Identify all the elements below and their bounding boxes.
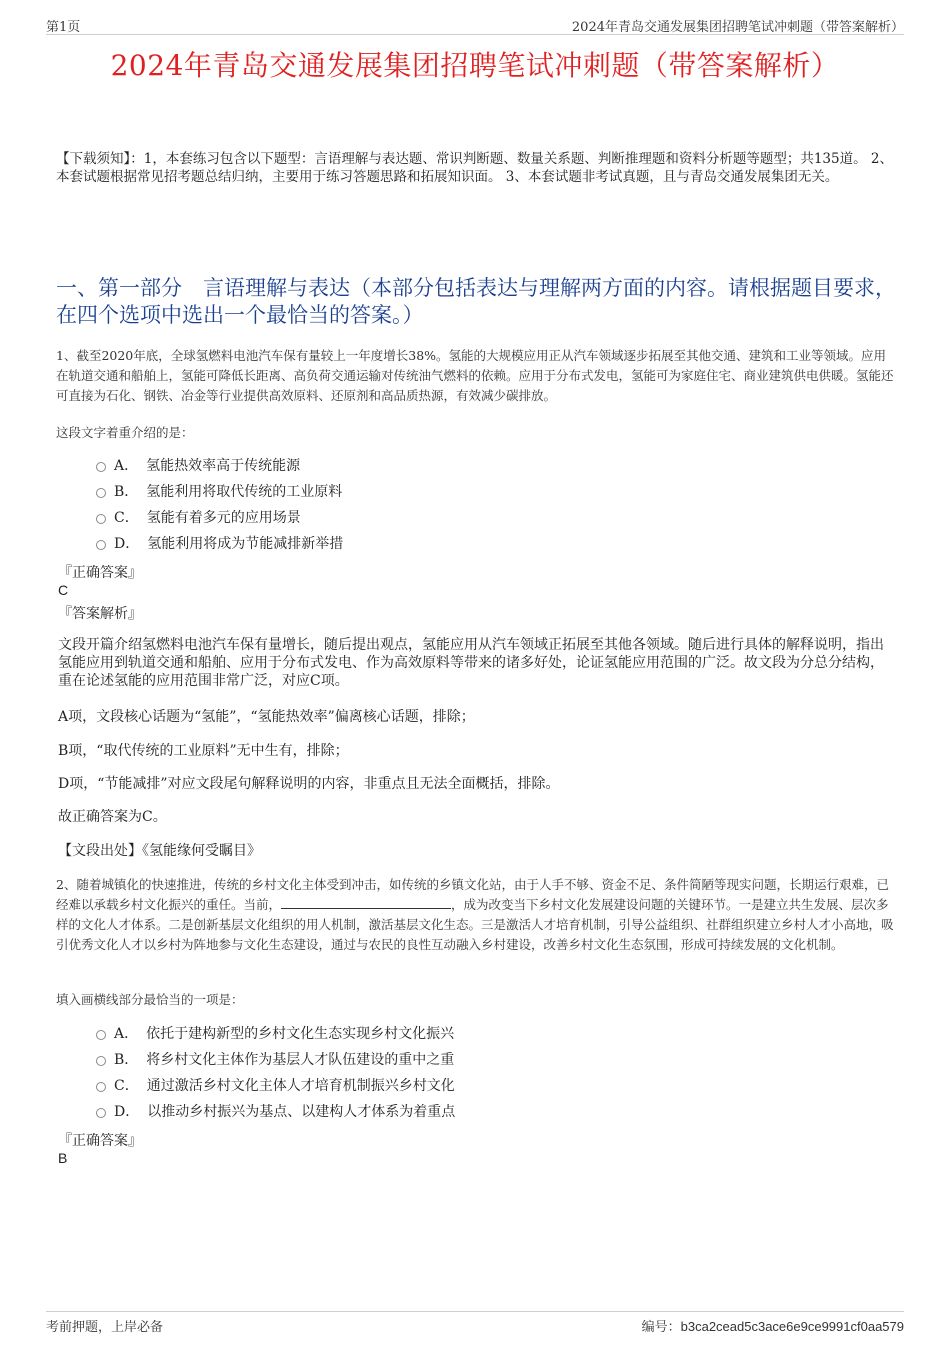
question-1-answer: C xyxy=(58,582,69,598)
question-1-analysis-d: D项，“节能减排”对应文段尾句解释说明的内容，非重点且无法全面概括，排除。 xyxy=(58,776,560,792)
header-doc-title: 2024年青岛交通发展集团招聘笔试冲刺题（带答案解析） xyxy=(571,20,904,35)
question-1-analysis-label: 『答案解析』 xyxy=(58,606,142,622)
question-1-option-b[interactable]: B． 氢能利用将取代传统的工业原料 xyxy=(96,478,796,504)
question-1-analysis-b: B项，“取代传统的工业原料”无中生有，排除； xyxy=(58,743,349,759)
page-footer xyxy=(46,1311,904,1336)
question-1-option-d[interactable]: D． 氢能利用将成为节能减排新举措 xyxy=(96,530,796,556)
question-2-text: 2、随着城镇化的快速推进，传统的乡村文化主体受到冲击，如传统的乡镇文化站，由于人手不够、资金不足、条件简陋等现实问题，长期运行艰难，已经难以承载乡村文化振兴的重任。当前， ，成为改变当下乡村文化发展建设问题的关键环节。一是建立共生发展、层次多样的文化人才体系。二是创新基层文化组织的用人机制，激活基层文化生态。三是激活人才培育机制，引导公益组织、社群组织建立乡村人才小高地，吸引优秀文化人才以乡村为阵地参与文化生态建设，通过与农民的良性互动融入乡村建设，改善乡村文化生态氛围，形成可持续发展的文化机制。 xyxy=(56,877,894,952)
question-1-conclusion: 故正确答案为C。 xyxy=(58,809,167,825)
question-1-answer-label: 『正确答案』 xyxy=(58,565,142,581)
question-1-text: 1、截至2020年底，全球氢燃料电池汽车保有量较上一年度增长38%。氢能的大规模应用正从汽车领域逐步拓展至其他交通、建筑和工业等领域。应用在轨道交通和船舶上，氢能可降低长距离、高负荷交通运输对传统油气燃料的依赖。应用于分布式发电，氢能可为家庭住宅、商业建筑供电供暖。氢能还可直接为石化、钢铁、冶金等行业提供高效原料、还原剂和高品质热源，有效减少碳排放。 xyxy=(56,348,894,403)
question-2-options xyxy=(96,1020,796,1124)
section-heading: 一、第一部分 言语理解与表达（本部分包括表达与理解两方面的内容。请根据题目要求，在四个选项中选出一个最恰当的答案。） xyxy=(56,276,896,327)
download-notice: 【下载须知】：1，本套练习包含以下题型：言语理解与表达题、常识判断题、数量关系题、判断推理题和资料分析题等题型；共135道。 2、本套试题根据常见招考题总结归纳，主要用于练习答题思路和拓展知识面。 3、本套试题非考试真题，且与青岛交通发展集团无关。 xyxy=(56,151,893,185)
question-2-option-d[interactable]: D． 以推动乡村振兴为基点、以建构人才体系为着重点 xyxy=(96,1098,796,1124)
radio-icon[interactable] xyxy=(96,540,106,550)
radio-icon[interactable] xyxy=(96,514,106,524)
radio-icon[interactable] xyxy=(96,488,106,498)
question-1-source: 【文段出处】《氢能缘何受瞩目》 xyxy=(58,843,261,859)
question-2-prompt: 填入画横线部分最恰当的一项是： xyxy=(56,992,244,1007)
radio-icon[interactable] xyxy=(96,462,106,472)
question-1-prompt: 这段文字着重介绍的是： xyxy=(56,425,194,440)
radio-icon[interactable] xyxy=(96,1082,106,1092)
document-title: 2024年青岛交通发展集团招聘笔试冲刺题（带答案解析） xyxy=(110,49,840,82)
question-2-answer-label: 『正确答案』 xyxy=(58,1133,142,1149)
radio-icon[interactable] xyxy=(96,1108,106,1118)
footer-slogan: 考前押题，上岸必备 xyxy=(46,1320,164,1335)
question-1-option-c[interactable]: C． 氢能有着多元的应用场景 xyxy=(96,504,796,530)
fill-blank xyxy=(281,896,451,909)
question-1-analysis: 文段开篇介绍氢燃料电池汽车保有量增长，随后提出观点，氢能应用从汽车领域正拓展至其他各领域。随后进行具体的解释说明，指出氢能应用到轨道交通和船舶、应用于分布式发电、作为高效原料等带来的诸多好处，论证氢能应用范围的广泛。故文段为分总分结构，重在论述氢能的应用范围非常广泛，对应C项。 xyxy=(58,637,884,689)
question-2-answer: B xyxy=(58,1150,68,1166)
radio-icon[interactable] xyxy=(96,1030,106,1040)
question-2-option-c[interactable]: C． 通过激活乡村文化主体人才培育机制振兴乡村文化 xyxy=(96,1072,796,1098)
page-header xyxy=(46,14,904,35)
question-1-options xyxy=(96,452,796,556)
question-1-analysis-a: A项，文段核心话题为“氢能”，“氢能热效率”偏离核心话题，排除； xyxy=(58,709,475,725)
question-2-option-b[interactable]: B． 将乡村文化主体作为基层人才队伍建设的重中之重 xyxy=(96,1046,796,1072)
question-2-option-a[interactable]: A． 依托于建构新型的乡村文化生态实现乡村文化振兴 xyxy=(96,1020,796,1046)
radio-icon[interactable] xyxy=(96,1056,106,1066)
page-number: 第1页 xyxy=(46,20,81,35)
footer-code: 编号：b3ca2cead5c3ace6e9ce9991cf0aa579 xyxy=(641,1319,904,1335)
question-1-option-a[interactable]: A． 氢能热效率高于传统能源 xyxy=(96,452,796,478)
